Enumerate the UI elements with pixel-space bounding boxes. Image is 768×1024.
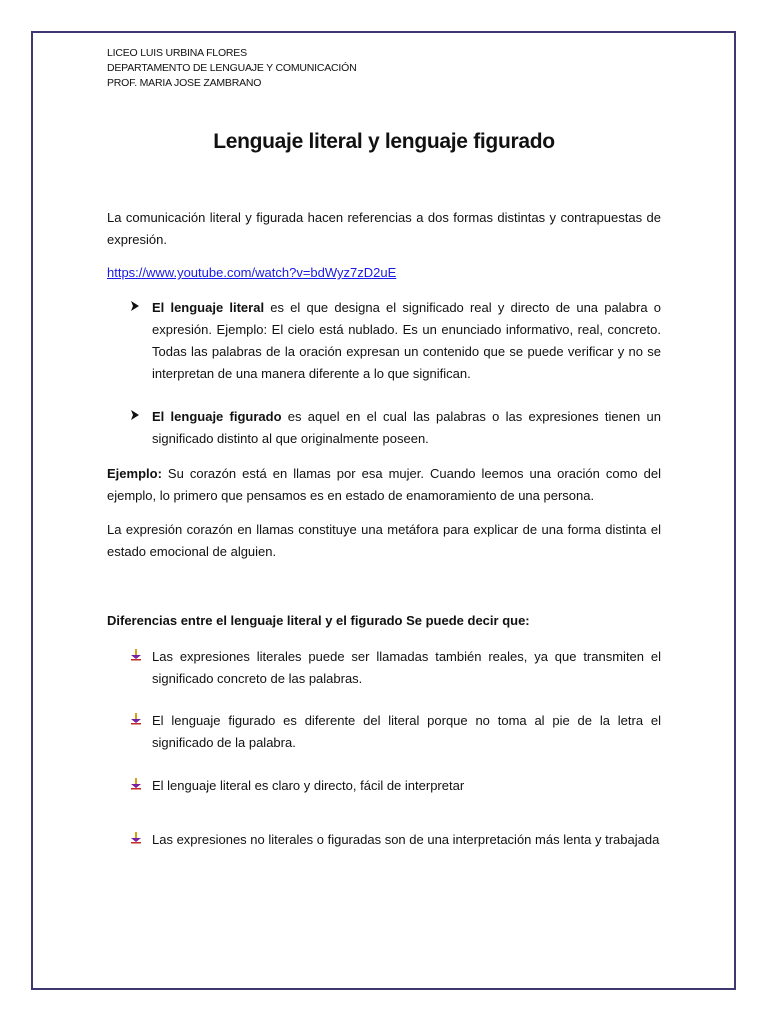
school-name: LICEO LUIS URBINA FLORES	[107, 47, 247, 59]
colored-arrow-down-icon	[130, 646, 144, 668]
example-paragraph	[107, 463, 661, 507]
colored-arrow-down-icon	[130, 710, 144, 732]
example-label: Ejemplo:	[107, 466, 162, 481]
intro-paragraph: La comunicación literal y figurada hacen referencias a dos formas distintas y contrapuestas de expresión.	[107, 210, 661, 247]
arrowhead-icon	[130, 297, 144, 319]
page-title: Lenguaje literal y lenguaje figurado	[213, 130, 555, 153]
colored-arrow-down-icon	[130, 829, 144, 851]
teacher-name: PROF. MARIA JOSE ZAMBRANO	[107, 77, 262, 89]
difference-text: Las expresiones literales puede ser llamadas también reales, ya que transmiten el significado concreto de las palabras.	[152, 649, 661, 686]
difference-text: El lenguaje literal es claro y directo, fácil de interpretar	[152, 778, 465, 793]
example-text: Su corazón está en llamas por esa mujer. Cuando leemos una oración como del ejemplo, lo primero que pensamos es en estado de enamoramiento de una persona.	[107, 466, 661, 503]
list-item	[130, 646, 661, 690]
expression-paragraph: La expresión corazón en llamas constituye una metáfora para explicar de una forma distinta el estado emocional de alguien.	[107, 522, 661, 559]
difference-text: El lenguaje figurado es diferente del literal porque no toma al pie de la letra el significado de la palabra.	[152, 713, 661, 750]
list-item	[130, 829, 661, 851]
youtube-link[interactable]: https://www.youtube.com/watch?v=bdWyz7zD2uE	[107, 265, 397, 280]
department-name: DEPARTAMENTO DE LENGUAJE Y COMUNICACIÓN	[107, 62, 357, 74]
bullet-bold-term: El lenguaje literal	[152, 300, 265, 315]
bullet-bold-term: El lenguaje figurado	[152, 409, 282, 424]
difference-text: Las expresiones no literales o figuradas son de una interpretación más lenta y trabajada	[152, 832, 660, 847]
list-item	[130, 406, 661, 450]
list-item	[130, 775, 661, 797]
list-item	[130, 297, 661, 385]
header-block	[107, 46, 661, 91]
arrowhead-icon	[130, 406, 144, 428]
differences-heading: Diferencias entre el lenguaje literal y el figurado Se puede decir que:	[107, 613, 530, 628]
bullet-text: es aquel en el cual las palabras o las expresiones tienen un significado distinto al que originalmente poseen.	[152, 409, 661, 446]
list-item	[130, 710, 661, 754]
bullet-text: es el que designa el significado real y directo de una palabra o expresión. Ejemplo: El cielo está nublado. Es un enunciado informativo, real, concreto. Todas las palabras de la oración expresan un contenido que se puede verificar y no se interpretan de una manera diferente a lo que significan.	[152, 300, 661, 381]
colored-arrow-down-icon	[130, 775, 144, 797]
